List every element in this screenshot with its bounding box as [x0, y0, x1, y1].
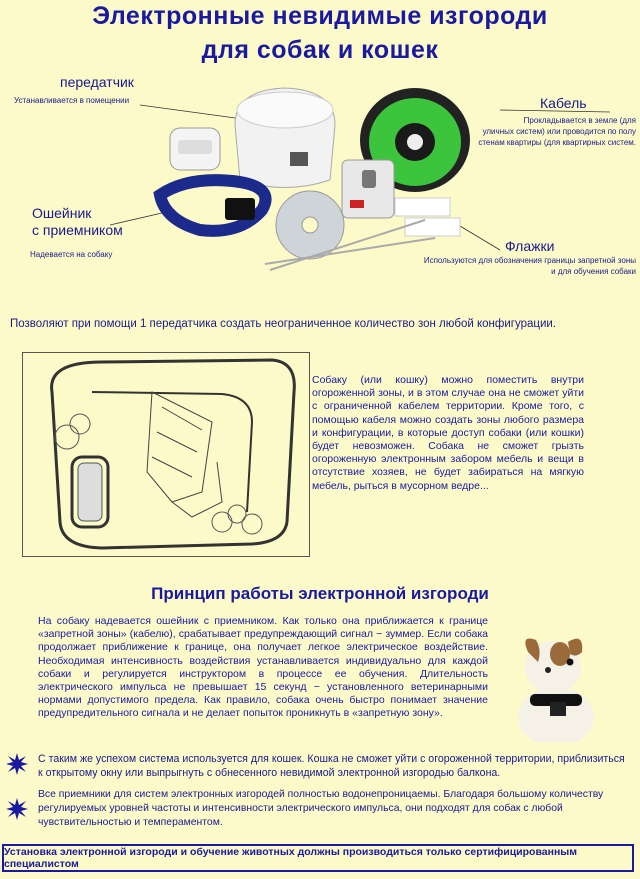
collar-desc: Надевается на собаку [30, 250, 113, 259]
flags-label: Флажки [505, 238, 555, 254]
cats-note: С таким же успехом система используется для кошек. Кошка не сможет уйти с огороженной территории, приблизиться к открытому окну или выпрыгнуть с обнесенного невидимой электронной изгородью балкона. [38, 753, 625, 779]
collar-image [160, 180, 266, 231]
power-adapter-image [342, 160, 394, 218]
transmitter-image [235, 88, 335, 188]
principle-text: На собаку надевается ошейник с приемником. Как только она приближается к границе «запретной зоны» (кабелю), срабатывает предупреждающий сигнал − зуммер. Если собака продолжает приближение к границе, она получает легкое электрическое воздействие. Необходимая интенсивность воздействия устанавливается индивидуально для каждой собаки и регулируется инструктором в процессе ее обучения. Длительность электрического импульса не превышает 15 секунд − установленного ветеринарными нормами допустимого предела. Как правило, собака очень быстро понимает значение предупредительного сигнала и не делает попыток проникнуть в «запретную зону». [38, 615, 488, 720]
plan-description: Собаку (или кошку) можно поместить внутри огороженной зоны, и в этом случае она не сможет уйти с ограниченной кабелем территории. Кроме того, с помощью кабеля можно создать зоны любого размера и конфигурации, в которые доступ собаки (или кошки) будет невозможен. Собака не сможет грызть огороженную электронным забором мебель и вещи в отсутствие хозяев, не будет забираться на мягкую мебель, рыться в мусорном ведре... [312, 374, 584, 492]
burst-icon [6, 798, 28, 820]
flags-desc-1: Используются для обозначения границы запретной зоны [423, 256, 636, 265]
page-title-line2: для собак и кошек [201, 36, 439, 64]
cable-label: Кабель [540, 95, 587, 111]
flags-desc-2: и для обучения собаки [551, 267, 636, 276]
footer-notice: Установка электронной изгороди и обучение животных должны производиться только сертифицированным специалистом [2, 844, 634, 872]
cable-desc-1: Прокладывается в земле (для [523, 116, 636, 125]
transmitter-desc: Устанавливается в помещении [14, 96, 130, 105]
burst-icon [6, 753, 28, 775]
principle-heading: Принцип работы электронной изгороди [151, 584, 489, 603]
site-plan-diagram [22, 352, 310, 557]
collar-label-2: с приемником [32, 222, 123, 238]
waterproof-note: Все приемники для систем электронных изгородей полностью водонепроницаемы. Благодаря большому количеству регулируемых уровней частоты и интенсивности электрического импульса, они подходят для собак с любой чувствительностью и темпераментом. [38, 789, 604, 828]
cable-desc-3: стенам квартиры (для квартирных систем. [478, 138, 636, 147]
page-title-line1: Электронные невидимые изгороди [92, 2, 548, 30]
dog-image [498, 622, 608, 742]
transmitter-label: передатчик [60, 74, 134, 90]
cable-desc-2: уличных систем) или проводится по полу [482, 127, 636, 136]
receiver-box-image [170, 128, 220, 170]
tagline: Позволяют при помощи 1 передатчика создать неограниченное количество зон любой конфигурации. [10, 318, 557, 330]
collar-label-1: Ошейник [32, 205, 92, 221]
